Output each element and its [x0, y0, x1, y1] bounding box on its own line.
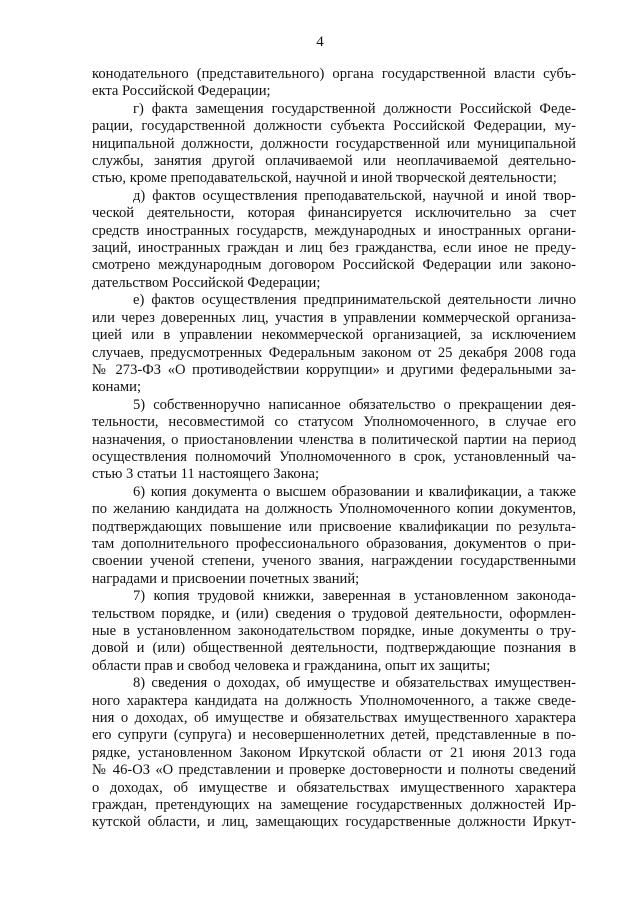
text-line: случаев, предусмотренных Федеральным законом от 25 декабря 2008 года	[92, 344, 576, 361]
text-line: своении ученой степени, ученого звания, награждении государственными	[92, 553, 576, 570]
text-line: осуществления полномочий Уполномоченного в срок, установленный ча-	[92, 448, 576, 465]
text-line: тельством порядке, и (или) сведения о трудовой деятельности, оформлен-	[92, 605, 576, 622]
text-line: д) фактов осуществления преподавательской, научной и иной твор-	[133, 187, 576, 204]
text-line: его супруги (супруга) и несовершеннолетних детей, представленные в по-	[92, 727, 576, 744]
paragraph	[92, 675, 576, 832]
text-line: ниципальной должности, должности государственной или муниципальной	[92, 135, 576, 152]
text-line: г) факта замещения государственной должности Российской Феде-	[133, 100, 576, 117]
text-line: 8) сведения о доходах, об имуществе и обязательствах имуществен-	[133, 675, 576, 692]
text-line: стью, кроме преподавательской, научной и иной творческой деятельности;	[92, 170, 557, 187]
text-line: рядке, установленном Законом Иркутской области от 21 июня 2013 года	[92, 744, 576, 761]
text-line: дательством Российской Федерации;	[92, 274, 321, 291]
paragraph	[92, 188, 576, 292]
paragraph	[92, 588, 576, 675]
text-line: подтверждающих повышение или присвоение квалификации по результа-	[92, 518, 576, 535]
text-line: о доходах, об имуществе и обязательствах имущественного характера	[92, 779, 576, 796]
text-line: службы, занятия другой оплачиваемой или неоплачиваемой деятельно-	[92, 153, 576, 170]
paragraph	[92, 484, 576, 588]
text-line: стью 3 статьи 11 настоящего Закона;	[92, 466, 320, 483]
text-line: цией или в управлении некоммерческой организацией, за исключением	[92, 327, 576, 344]
text-line: конодательного (представительного) органа государственной власти субъ-	[92, 66, 576, 82]
text-line: смотрено международным договором Российской Федерации или законо-	[92, 257, 576, 274]
text-line: там дополнительного профессионального образования, документов о при-	[92, 535, 576, 552]
paragraph	[92, 292, 576, 396]
text-line: конами;	[92, 379, 142, 396]
text-line: 7) копия трудовой книжки, заверенная в установленном законода-	[133, 588, 576, 605]
text-line: средств иностранных государств, международных и иностранных органи-	[92, 222, 576, 239]
text-line: № 46-ОЗ «О представлении и проверке достоверности и полноты сведений	[92, 762, 576, 779]
text-line: 5) собственноручно написанное обязательство о прекращении дея-	[133, 396, 576, 413]
text-line: области прав и свобод человека и гражданина, опыт их защиты;	[92, 657, 491, 674]
document-body	[92, 66, 576, 832]
text-line: 6) копия документа о высшем образовании и квалификации, а также	[133, 483, 576, 500]
text-line: е) фактов осуществления предпринимательской деятельности лично	[133, 292, 576, 309]
text-line: заций, иностранных граждан и лиц без гражданства, если иное не преду-	[92, 240, 576, 257]
paragraph	[92, 397, 576, 484]
text-line: по желанию кандидата на должность Уполномоченного копии документов,	[92, 501, 576, 518]
page-number: 4	[316, 34, 324, 50]
text-line: екта Российской Федерации;	[92, 83, 271, 100]
text-line: рации, государственной должности субъекта Российской Федерации, му-	[92, 118, 576, 135]
text-line: ные в установленном законодательством порядке, иные документы о тру-	[92, 623, 576, 639]
text-line: граждан, претендующих на замещение государственных должностей Ир-	[92, 797, 576, 814]
text-line: довой и (или) общественной деятельности, подтверждающие познания в	[92, 640, 576, 657]
text-line: наградами и присвоении почетных званий;	[92, 570, 360, 587]
text-line: № 273-ФЗ «О противодействии коррупции» и другими федеральными за-	[92, 361, 576, 378]
text-line: или через доверенных лиц, участия в управлении коммерческой организа-	[92, 309, 576, 326]
text-line: ного характера кандидата на должность Уполномоченного, а также сведе-	[92, 692, 576, 709]
text-line: кутской области, и лиц, замещающих государственные должности Иркут-	[92, 814, 576, 831]
text-line: ния о доходах, об имуществе и обязательствах имущественного характера	[92, 710, 576, 727]
paragraph	[92, 101, 576, 188]
text-line: ческой деятельности, которая финансируется исключительно за счет	[92, 205, 576, 222]
text-line: тельности, несовместимой со статусом Уполномоченного, в случае его	[92, 414, 576, 431]
paragraph	[92, 66, 576, 101]
text-line: назначения, о приостановлении членства в политической партии на период	[92, 431, 576, 448]
